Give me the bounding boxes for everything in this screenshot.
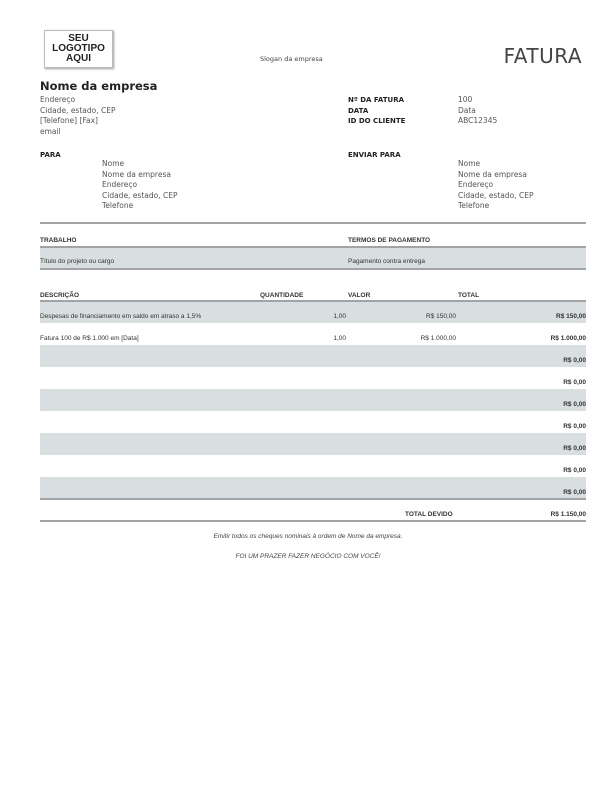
item-total: R$ 1.000,00 <box>550 335 586 342</box>
bill-to-name: Nome <box>102 159 125 168</box>
items-end-rule <box>40 498 586 500</box>
ship-to-phone: Telefone <box>458 201 490 210</box>
item-description: Fatura 100 de R$ 1.000 em [Data] <box>40 335 139 342</box>
job-row <box>40 248 586 268</box>
company-slogan: Slogan da empresa <box>260 55 323 63</box>
item-total: R$ 0,00 <box>563 445 586 452</box>
total-due-value: R$ 1.150,00 <box>550 511 586 518</box>
company-name: Nome da empresa <box>40 79 158 93</box>
bill-to-phone: Telefone <box>102 201 134 210</box>
company-city: Cidade, estado, CEP <box>40 105 116 115</box>
bill-to-label: PARA <box>40 151 61 159</box>
item-total: R$ 0,00 <box>563 489 586 496</box>
item-quantity: 1,00 <box>333 313 346 320</box>
invoice-meta-values <box>458 95 497 127</box>
col-header-quantity: QUANTIDADE <box>260 292 304 299</box>
company-phone: [Telefone] [Fax] <box>40 116 98 125</box>
bill-to-address: Endereço <box>102 180 138 189</box>
job-row-rule <box>40 268 586 270</box>
item-total: R$ 0,00 <box>563 379 586 386</box>
ship-to-city: Cidade, estado, CEP <box>458 190 534 200</box>
ship-to-address: Endereço <box>458 180 494 189</box>
col-header-total: TOTAL <box>458 292 480 299</box>
payment-terms: Pagamento contra entrega <box>348 258 425 265</box>
item-value: R$ 1.000,00 <box>420 335 456 342</box>
bill-to-company: Nome da empresa <box>102 169 171 179</box>
col-header-value: VALOR <box>348 292 371 299</box>
payment-terms-header: TERMOS DE PAGAMENTO <box>348 237 431 244</box>
logo-line-2: AQUI <box>66 53 91 64</box>
item-total: R$ 0,00 <box>563 357 586 364</box>
customer-id: ABC12345 <box>458 116 498 125</box>
thank-you-note: FOI UM PRAZER FAZER NEGÓCIO COM VOCÊ! <box>235 553 381 560</box>
payment-note: Emitir todos os cheques nominais à ordem de Nome da empresa. <box>213 533 403 540</box>
ship-to-company: Nome da empresa <box>458 169 527 179</box>
ship-to-name: Nome <box>458 159 481 168</box>
ship-to-block <box>458 159 534 212</box>
invoice-meta-labels <box>348 95 405 127</box>
item-total: R$ 0,00 <box>563 401 586 408</box>
invoice-number-label: Nº DA FATURA <box>348 96 405 104</box>
customer-id-label: ID DO CLIENTE <box>348 117 406 125</box>
divider <box>40 222 586 224</box>
bill-to-block <box>102 159 178 212</box>
total-rule <box>40 520 586 522</box>
item-total: R$ 0,00 <box>563 467 586 474</box>
ship-to-label: ENVIAR PARA <box>348 151 401 159</box>
total-due-label: TOTAL DEVIDO <box>405 511 453 518</box>
company-email: email <box>40 126 61 136</box>
document-title: FATURA <box>503 44 582 68</box>
bill-to-city: Cidade, estado, CEP <box>102 190 178 200</box>
invoice-date-label: DATA <box>348 106 369 115</box>
item-total: R$ 0,00 <box>563 423 586 430</box>
company-address: Endereço <box>40 95 76 104</box>
item-quantity: 1,00 <box>333 335 346 342</box>
invoice-number: 100 <box>458 95 473 104</box>
logo-line-1: SEU LOGOTIPO <box>52 33 105 54</box>
col-header-description: DESCRIÇÃO <box>40 292 80 299</box>
logo-placeholder <box>44 30 113 68</box>
item-description: Despesas de financiamento em saldo em atraso a 1,5% <box>40 313 202 320</box>
job-header: TRABALHO <box>40 237 77 244</box>
job-title: Título do projeto ou cargo <box>40 258 115 265</box>
item-value: R$ 150,00 <box>426 313 456 320</box>
company-address-block <box>40 95 116 137</box>
item-total: R$ 150,00 <box>556 313 586 320</box>
invoice-date: Data <box>458 105 476 115</box>
